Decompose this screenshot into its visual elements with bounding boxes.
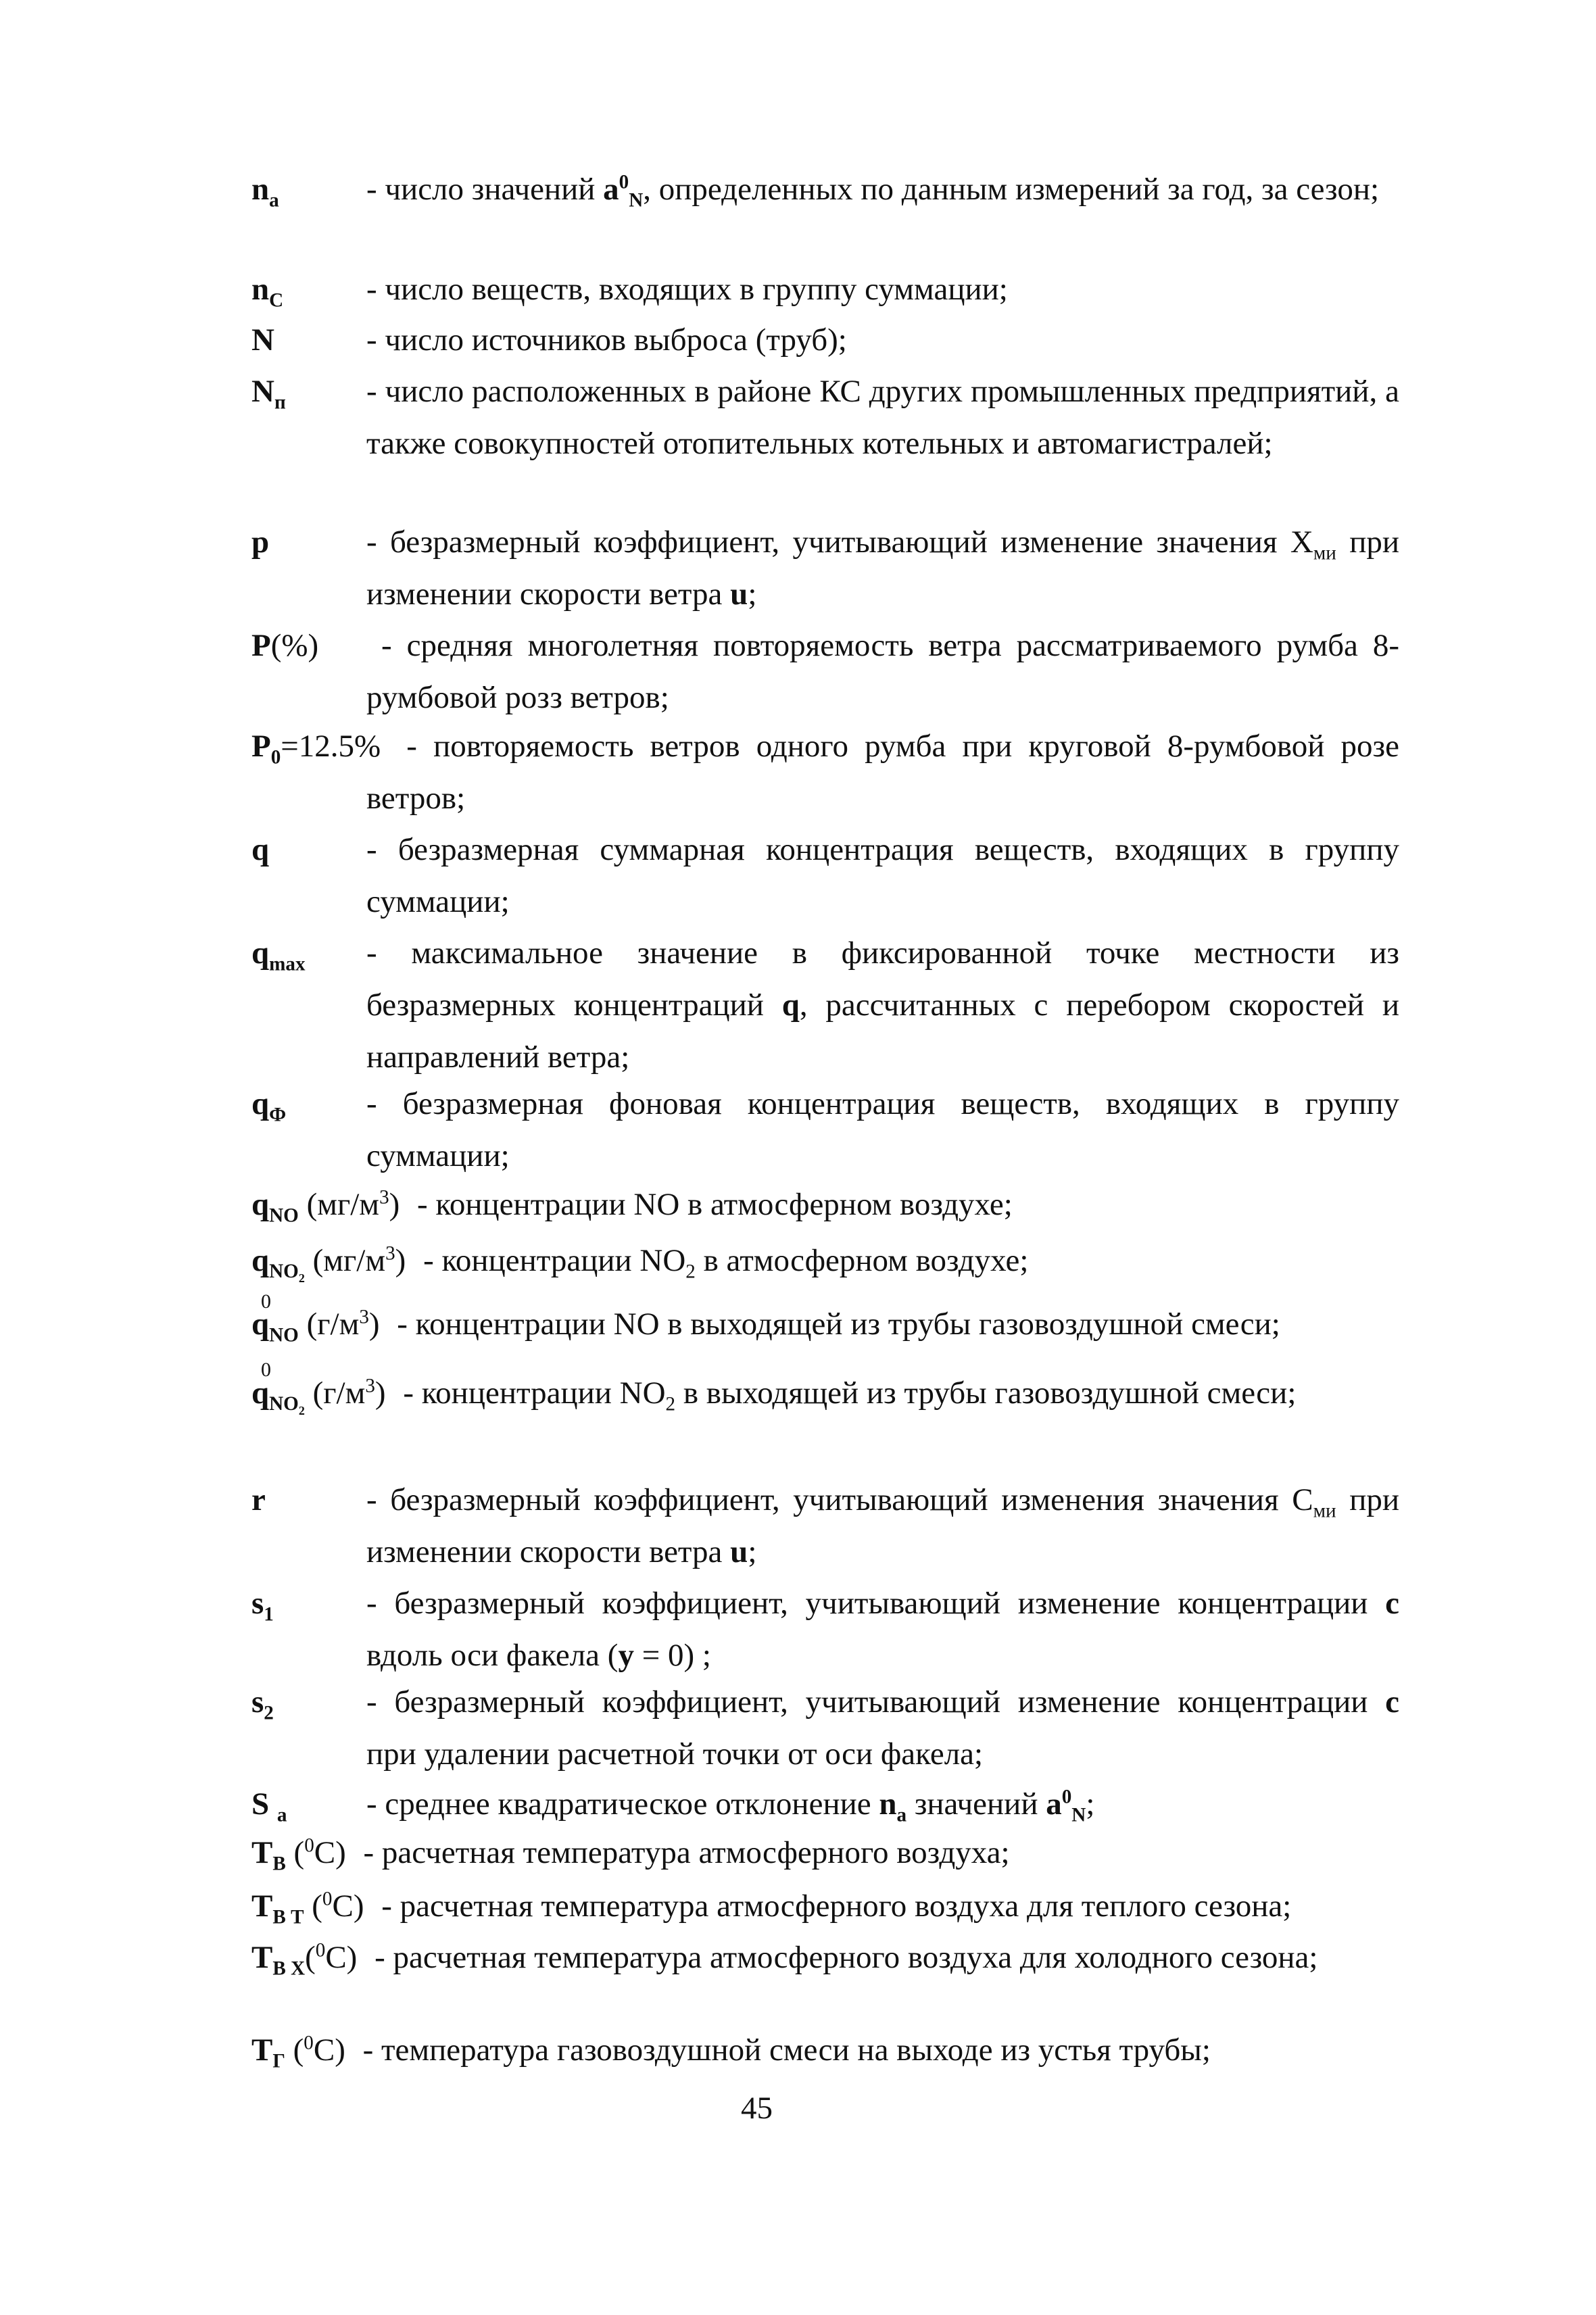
definition-s1: $s_1$ - безразмерный коэффициент, учитывающий изменение концентрации c вдоль оси факела (y = 0) ; bbox=[251, 1578, 1399, 1682]
term: $T_{В Х}(^0С)$ bbox=[251, 1939, 358, 1980]
definition-Nn: $N_п$ - число расположенных в районе КС других промышленных предприятий, а также совокупностей отопительных котельных и автомагистралей; bbox=[251, 366, 1399, 470]
page-number: 45 bbox=[741, 2091, 773, 2126]
definition-qNO2: $q_{NO_2}$ $(мг/м^3)$ - концентрации $NO_2$ в атмосферном воздухе; bbox=[251, 1235, 1399, 1287]
term: q bbox=[251, 832, 270, 867]
term: $q_{max}$ bbox=[251, 935, 306, 975]
definition-na: $n_a$ - число значений $a^0_N$, определенных по данным измерений за год, за сезон; bbox=[251, 164, 1399, 216]
definition-N: N - число источников выброса (труб); bbox=[251, 314, 1399, 366]
term: $q_Ф$ bbox=[251, 1086, 287, 1126]
term: r bbox=[251, 1482, 266, 1517]
definition-q0NO2: q 0 $_{NO_2}$ $(г/м^3)$ - концентрации $NO_2$ в выходящей из трубы газовоздушной смеси; bbox=[251, 1363, 1399, 1423]
definition-q0NO: q 0 $_{NO}$ $(г/м^3)$ - концентрации NO в выходящей из трубы газовоздушной смеси; bbox=[251, 1298, 1399, 1350]
definition-nc: $n_C$ - число веществ, входящих в группу суммации; bbox=[251, 264, 1399, 316]
definition-Tg: $T_Г$ ($^0$С) - температура газовоздушной смеси на выходе из устья трубы; bbox=[251, 2024, 1399, 2076]
definition-qmax: $q_{max}$ - максимальное значение в фиксированной точке местности из безразмерных концентраций q, рассчитанных с перебором скоростей и направлений ветра; bbox=[251, 927, 1399, 1083]
term: $N_п$ bbox=[251, 374, 286, 414]
definition-q: q - безразмерная суммарная концентрация веществ, входящих в группу суммации; bbox=[251, 824, 1399, 928]
term: S $_a$ bbox=[251, 1786, 287, 1826]
term: N bbox=[251, 322, 274, 358]
term: $T_Г$ ($^0$С) bbox=[251, 2032, 345, 2072]
definition-Sa: S $_a$ - среднее квадратическое отклонение $n_a$ значений $a^0_N$; bbox=[251, 1778, 1399, 1830]
term: p bbox=[251, 525, 270, 560]
definition-Tv: $T_В$ ($^0$С) - расчетная температура атмосферного воздуха; bbox=[251, 1827, 1399, 1879]
term: $s_2$ bbox=[251, 1684, 274, 1724]
term: $T_В$ ($^0$С) bbox=[251, 1834, 346, 1875]
term: q 0 $_{NO_2}$ $(г/м^3)$ bbox=[251, 1359, 386, 1418]
definition-r: r - безразмерный коэффициент, учитывающий изменения значения $С_{ми}$ при изменении скорости ветра u; bbox=[251, 1474, 1399, 1578]
term: $n_a$ bbox=[251, 172, 279, 212]
definition-p: p - безразмерный коэффициент, учитывающий изменение значения $X_{ми}$ при изменении скорости ветра u; bbox=[251, 516, 1399, 620]
definition-qNO: $q_{NO}$ $(мг/м^3)$ - концентрации NO в атмосферном воздухе; bbox=[251, 1179, 1399, 1231]
term: $s_1$ bbox=[251, 1586, 274, 1626]
term: $T_{В Т}$ ($^0$С) bbox=[251, 1888, 364, 1928]
term: q 0 $_{NO}$ $(г/м^3)$ bbox=[251, 1290, 380, 1346]
definition-P0: $P_0=12.5\%$ - повторяемость ветров одного румба при круговой 8-румбовой розе ветров; bbox=[251, 721, 1399, 825]
term: P(%) bbox=[251, 628, 319, 663]
definition-qf: $q_Ф$ - безразмерная фоновая концентрация веществ, входящих в группу суммации; bbox=[251, 1078, 1399, 1182]
term: $q_{NO_2}$ $(мг/м^3)$ bbox=[251, 1242, 406, 1286]
term: $q_{NO}$ $(мг/м^3)$ bbox=[251, 1186, 400, 1227]
definition-P-percent: P(%) - средняя многолетняя повторяемость ветра рассматриваемого румба 8-румбовой розз ветров; bbox=[251, 620, 1399, 724]
definition-s2: $s_2$ - безразмерный коэффициент, учитывающий изменение концентрации c при удалении расчетной точки от оси факела; bbox=[251, 1676, 1399, 1780]
term: $n_C$ bbox=[251, 272, 284, 312]
term: $P_0=12.5\%$ bbox=[251, 729, 381, 769]
definition-Tvx: $T_{В Х}(^0С)$ - расчетная температура атмосферного воздуха для холодного сезона; bbox=[251, 1932, 1399, 1984]
definition-Tvt: $T_{В Т}$ ($^0$С) - расчетная температура атмосферного воздуха для теплого сезона; bbox=[251, 1880, 1399, 1932]
